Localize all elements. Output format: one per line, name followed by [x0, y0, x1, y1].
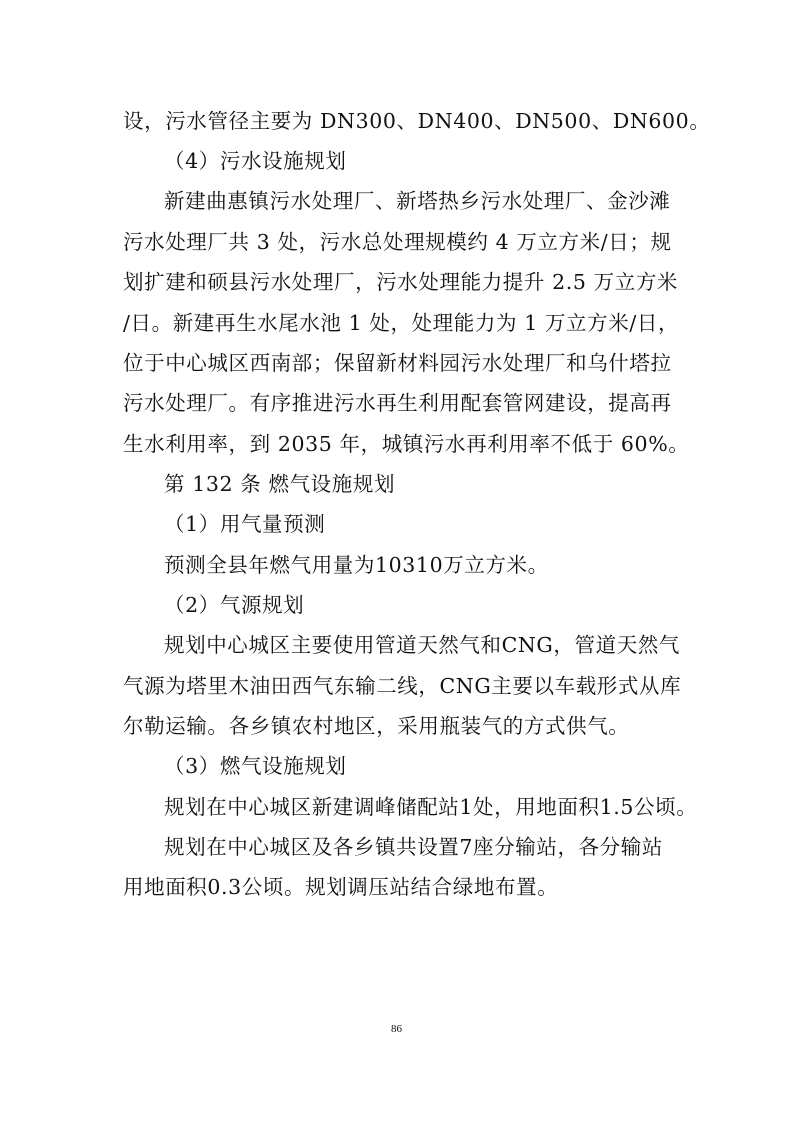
paragraph-line: 规划在中心城区新建调峰储配站1处，用地面积1.5公顷。: [164, 795, 698, 819]
subsection-heading: （1）用气量预测: [164, 512, 326, 536]
subsection-heading: （4）污水设施规划: [164, 149, 347, 173]
paragraph-line: /日。新建再生水尾水池 1 处，处理能力为 1 万立方米/日，: [123, 311, 680, 335]
paragraph-line: 尔勒运输。各乡镇农村地区，采用瓶装气的方式供气。: [123, 714, 630, 738]
paragraph-line: 新建曲惠镇污水处理厂、新塔热乡污水处理厂、金沙滩: [164, 189, 671, 213]
article-heading: 第 132 条 燃气设施规划: [164, 472, 396, 496]
paragraph-line: 用地面积0.3公顷。规划调压站结合绿地布置。: [123, 875, 559, 899]
paragraph-line: 位于中心城区西南部；保留新材料园污水处理厂和乌什塔拉: [123, 351, 672, 375]
paragraph-line: 规划中心城区主要使用管道天然气和CNG，管道天然气: [164, 633, 680, 657]
subsection-heading: （2）气源规划: [164, 593, 305, 617]
paragraph-line: 预测全县年燃气用量为10310万立方米。: [164, 553, 549, 577]
paragraph-line: 划扩建和硕县污水处理厂，污水处理能力提升 2.5 万立方米: [123, 270, 679, 294]
paragraph-line: 设，污水管径主要为 DN300、DN400、DN500、DN600。: [123, 109, 711, 133]
paragraph-line: 污水处理厂共 3 处，污水总处理规模约 4 万立方米/日；规: [123, 230, 672, 254]
paragraph-line: 生水利用率，到 2035 年，城镇污水再利用率不低于 60%。: [123, 432, 690, 456]
paragraph-line: 规划在中心城区及各乡镇共设置7座分输站，各分输站: [164, 835, 663, 859]
page-number: 86: [391, 1023, 402, 1035]
paragraph-line: 气源为塔里木油田西气东输二线，CNG主要以车载形式从库: [123, 674, 682, 698]
subsection-heading: （3）燃气设施规划: [164, 754, 347, 778]
paragraph-line: 污水处理厂。有序推进污水再生利用配套管网建设，提高再: [123, 391, 672, 415]
